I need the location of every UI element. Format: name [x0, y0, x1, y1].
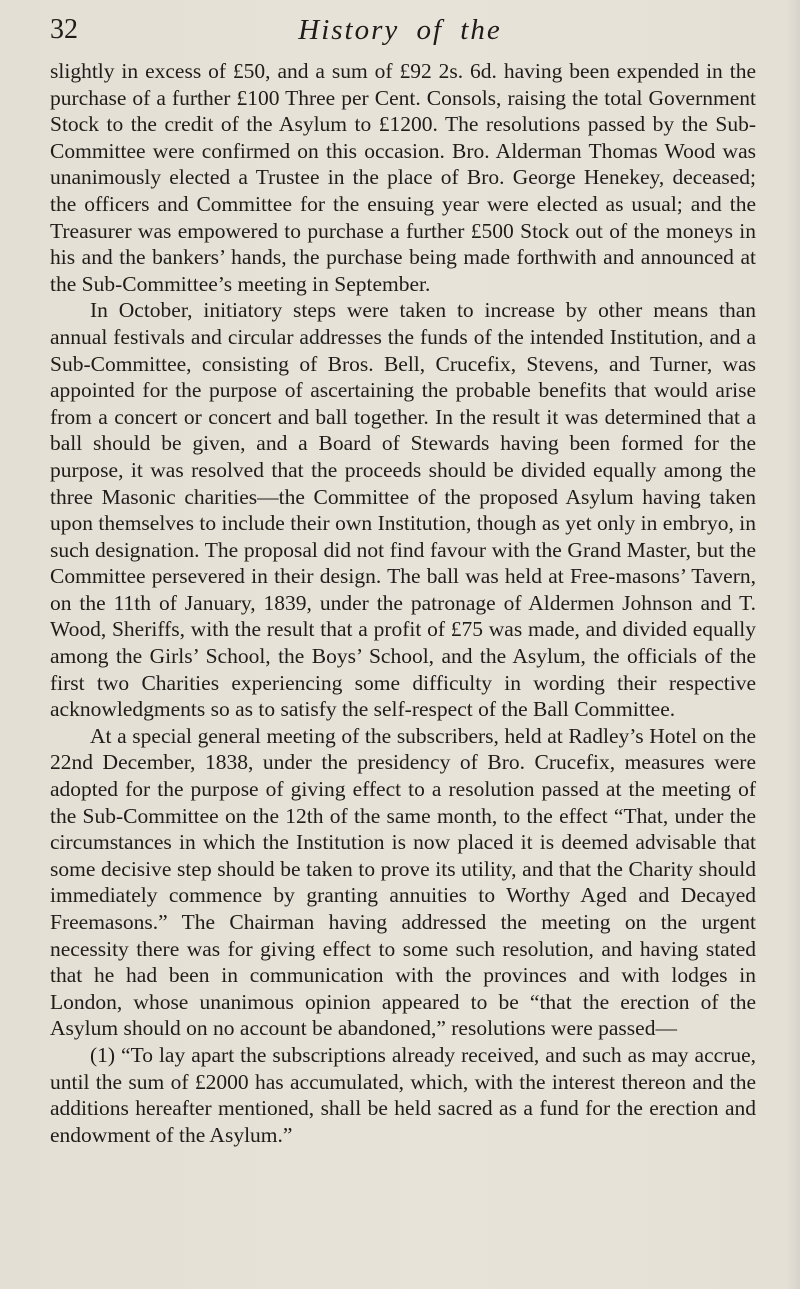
- page-number: 32: [50, 14, 78, 45]
- paragraph-2: In October, initiatory steps were taken to increase by other means than annual festivals and circular addresses the funds of the intended Institution, and a Sub-Committee, consisting of Bros. Bell, Crucefix, Stevens, and Turner, was appointed for the purpose of ascertaining the probable benefits that would arise from a concert or concert and ball together. In the result it was determined that a ball should be given, and a Board of Stewards having been formed for the purpose, it was resolved that the proceeds should be divided equally among the three Masonic charities—the Committee of the proposed Asylum having taken upon themselves to include their own Institution, though as yet only in embryo, in such designation. The proposal did not find favour with the Grand Master, but the Committee persevered in their design. The ball was held at Free-masons’ Tavern, on the 11th of January, 1839, under the patronage of Aldermen Johnson and T. Wood, Sheriffs, with the result that a profit of £75 was made, and divided equally among the Girls’ School, the Boys’ School, and the Asylum, the officials of the first two Charities experiencing some difficulty in wording their respective acknowledgments so as to satisfy the self-respect of the Ball Committee.: [50, 298, 756, 722]
- body-text: [50, 58, 756, 1148]
- page-edge-shadow: [786, 0, 800, 1289]
- paragraph-1: slightly in excess of £50, and a sum of £92 2s. 6d. having been expended in the purchase of a further £100 Three per Cent. Consols, raising the total Government Stock to the credit of the Asylum to £1200. The resolutions passed by the Sub-Committee were confirmed on this occasion. Bro. Alderman Thomas Wood was unanimously elected a Trustee in the place of Bro. George Henekey, deceased; the officers and Committee for the ensuing year were elected as usual; and the Treasurer was empowered to purchase a further £500 Stock out of the moneys in his and the bankers’ hands, the purchase being made forthwith and announced at the Sub-Committee’s meeting in September.: [50, 59, 756, 296]
- paragraph-4: (1) “To lay apart the subscriptions already received, and such as may accrue, until the sum of £2000 has accumulated, which, with the interest thereon and the additions hereafter mentioned, shall be held sacred as a fund for the erection and endowment of the Asylum.”: [50, 1042, 756, 1147]
- running-title: History of the: [298, 14, 502, 46]
- page-header: [0, 10, 800, 50]
- paragraph-3: At a special general meeting of the subscribers, held at Radley’s Hotel on the 22nd December, 1838, under the presidency of Bro. Crucefix, measures were adopted for the purpose of giving effect to a resolution passed at the meeting of the Sub-Committee on the 12th of the same month, to the effect “That, under the circumstances in which the Institution is now placed it is deemed advisable that some decisive step should be taken to prove its utility, and that the Charity should immediately commence by granting annuities to Worthy Aged and Decayed Freemasons.” The Chairman having addressed the meeting on the urgent necessity there was for giving effect to some such resolution, and having stated that he had been in communication with the provinces and with lodges in London, whose unanimous opinion appeared to be “that the erection of the Asylum should on no account be abandoned,” resolutions were passed—: [50, 723, 756, 1041]
